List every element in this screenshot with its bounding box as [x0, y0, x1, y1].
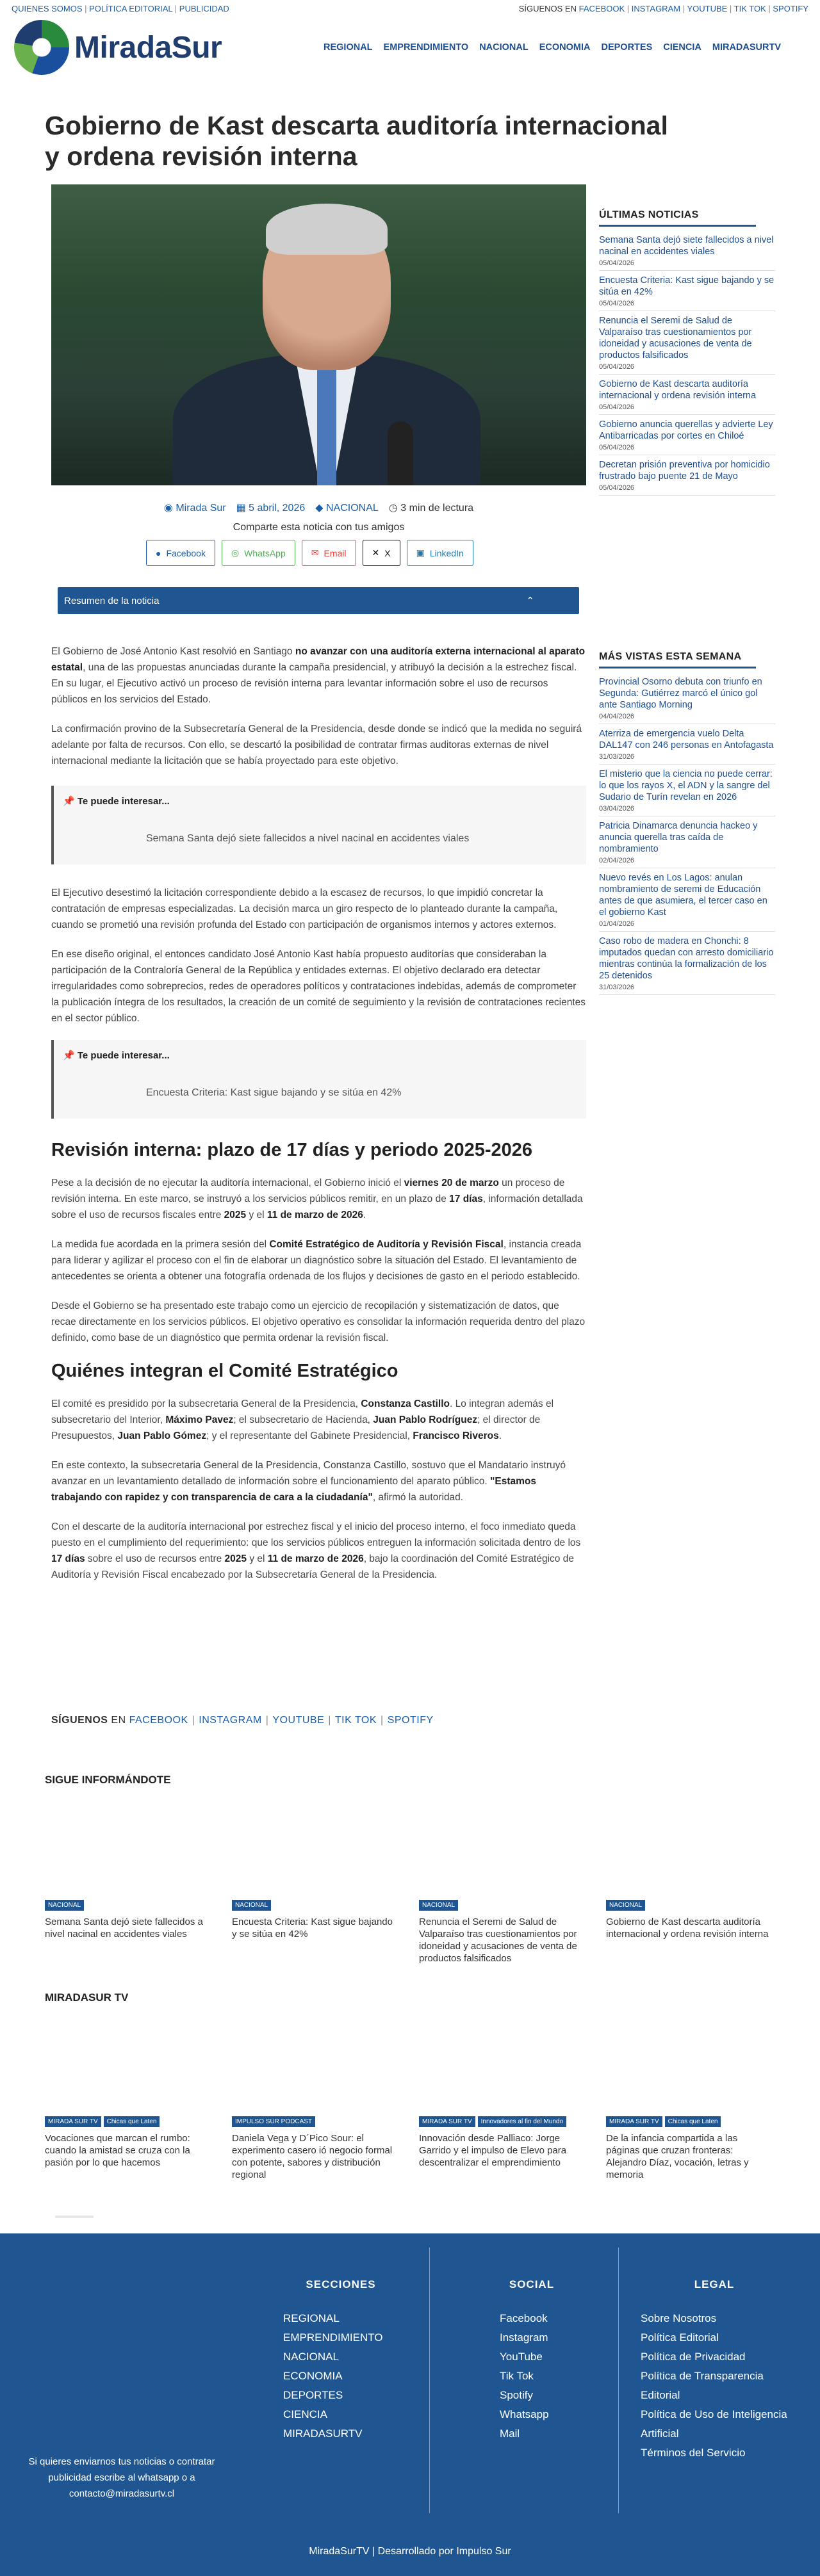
- carousel-dots[interactable]: [55, 2216, 94, 2218]
- card-title[interactable]: Encuesta Criteria: Kast sigue bajando y se sitúa en 42%: [232, 1916, 393, 1940]
- category[interactable]: ◆ NACIONAL: [315, 503, 379, 514]
- sidebar-news-item[interactable]: [599, 311, 775, 375]
- tag-icon: ◆: [315, 503, 324, 514]
- site-logo[interactable]: [14, 20, 315, 75]
- footer-social: SOCIAL Facebook Instagram YouTube Tik Tok Spotify Whatsapp Mail: [500, 2278, 564, 2443]
- logo-text: MiradaSur: [74, 30, 222, 65]
- news-date: 01/04/2026: [599, 920, 635, 928]
- paragraph: Con el descarte de la auditoría internacional por estrechez fiscal y el inicio del proceso interno, el foco inmediato queda puesto en el cumplimiento del requerimiento: que los servicios públicos entreguen la información solicitada dentro de los 17 días sobre el uso de recursos entre 2025 y el 11 de marzo de 2026, bajo la coordinación del Comité Estratégico de Auditoría y Revisión Fiscal encabezado por la Subsecretaría General de la Presidencia.: [51, 1521, 581, 1580]
- follow-spotify-link[interactable]: SPOTIFY: [387, 1715, 434, 1726]
- follow-facebook-link[interactable]: FACEBOOK: [129, 1715, 188, 1726]
- widget-title: MÁS VISTAS ESTA SEMANA: [599, 651, 742, 662]
- sidebar-news-item[interactable]: [599, 375, 775, 415]
- news-title[interactable]: Gobierno de Kast descarta auditoría internacional y ordena revisión interna: [599, 379, 757, 401]
- footer-contact: Si quieres enviarnos tus noticias o contratar publicidad escribe al whatsapp o a contacto@miradasurtv.cl: [28, 2456, 215, 2499]
- related-box: [51, 1040, 586, 1119]
- nav-deportes[interactable]: DEPORTES: [601, 42, 653, 53]
- logo-globe-icon: [14, 20, 69, 75]
- card-image[interactable]: [45, 1842, 208, 1899]
- nav-emprendimiento[interactable]: EMPRENDIMIENTO: [383, 42, 469, 53]
- date[interactable]: ▦ 5 abril, 2026: [236, 503, 306, 514]
- news-title[interactable]: Patricia Dinamarca denuncia hackeo y anuncia querella tras caída de nombramiento: [599, 821, 758, 854]
- footer-link[interactable]: Facebook: [500, 2312, 548, 2324]
- nav-miradasurtv[interactable]: MIRADASURTV: [712, 42, 782, 53]
- most-viewed-widget: [599, 651, 775, 995]
- tv-cards: [45, 2059, 769, 2181]
- advertising-link[interactable]: PUBLICIDAD: [179, 3, 229, 13]
- read-time: ◷ 3 min de lectura: [388, 503, 474, 514]
- footer-link[interactable]: Política Editorial: [641, 2331, 719, 2344]
- editorial-policy-link[interactable]: POLÍTICA EDITORIAL: [89, 3, 173, 13]
- top-links: QUIENES SOMOS | POLÍTICA EDITORIAL | PUBLICIDAD: [12, 3, 229, 13]
- latest-news-widget: [599, 209, 775, 496]
- news-title[interactable]: El misterio que la ciencia no puede cerrar: lo que los rayos X, el ADN y la sangre del Sudario de Turín revelan en 2026: [599, 769, 773, 802]
- keep-informed-cards: [45, 1842, 769, 1964]
- footer-link[interactable]: Tik Tok: [500, 2370, 534, 2382]
- site-footer: [0, 2233, 820, 2576]
- category-tag[interactable]: NACIONAL: [45, 1900, 84, 1911]
- calendar-icon: ▦: [236, 503, 246, 514]
- news-title[interactable]: Renuncia el Seremi de Salud de Valparaíso tras cuestionamientos por idoneidad y acusaciones de venta de productos falsificados: [599, 316, 752, 360]
- category-tag[interactable]: IMPULSO SUR PODCAST: [232, 2116, 315, 2127]
- share-whatsapp-button[interactable]: ◎ WhatsApp: [222, 540, 295, 566]
- top-youtube-link[interactable]: YOUTUBE: [687, 3, 728, 13]
- paragraph: En ese diseño original, el entonces candidato José Antonio Kast había propuesto auditorías que consideraban la participación de la Contraloría General de la República y entidades externas. El objetivo declarado era detectar irregularidades como sobreprecios, redes de operadores políticos y contrataciones indebidas, además de comprometer la publicación íntegra de los resultados, la creación de un comité de seguimiento y la revisión de contrataciones recientes en el sector público.: [51, 949, 586, 1024]
- footer-link[interactable]: DEPORTES: [283, 2389, 343, 2401]
- footer-link[interactable]: Mail: [500, 2427, 520, 2440]
- nav-ciencia[interactable]: CIENCIA: [663, 42, 701, 53]
- share-x-button[interactable]: ✕ X: [363, 540, 400, 566]
- related-box: [51, 786, 586, 864]
- paragraph: Pese a la decisión de no ejecutar la auditoría internacional, el Gobierno inició el viernes 20 de marzo un proceso de revisión interna. En este marco, se instruyó a los servicios públicos remitir, en un plazo de 17 días, información detallada sobre el uso de recursos fiscales entre 2025 y el 11 de marzo de 2026.: [51, 1178, 583, 1220]
- card-image[interactable]: [232, 2059, 395, 2115]
- pin-icon: 📌: [63, 796, 75, 807]
- footer-link[interactable]: EMPRENDIMIENTO: [283, 2331, 383, 2344]
- footer-link[interactable]: Whatsapp: [500, 2408, 549, 2420]
- footer-bottom: MiradaSurTV | Desarrollado por Impulso Sur: [309, 2546, 511, 2557]
- share-title: Comparte esta noticia con tus amigos: [233, 522, 405, 533]
- footer-link[interactable]: NACIONAL: [283, 2351, 339, 2363]
- user-circle-icon: ◉: [163, 503, 173, 514]
- news-date: 05/04/2026: [599, 300, 635, 307]
- footer-link[interactable]: ECONOMIA: [283, 2370, 343, 2382]
- article-body: [51, 644, 586, 1596]
- card-title[interactable]: Renuncia el Seremi de Salud de Valparaíso tras cuestionamientos por idoneidad y acusaciones de venta de productos falsificados: [419, 1916, 577, 1964]
- news-date: 03/04/2026: [599, 805, 635, 813]
- category-tag[interactable]: Innovadores al fin del Mundo: [478, 2116, 566, 2127]
- news-card[interactable]: [606, 1842, 769, 1964]
- top-facebook-link[interactable]: FACEBOOK: [578, 3, 625, 13]
- share-linkedin-button[interactable]: ▣ LinkedIn: [407, 540, 473, 566]
- sidebar-news-item[interactable]: [599, 415, 775, 455]
- news-card[interactable]: [232, 2059, 395, 2181]
- card-title[interactable]: De la infancia compartida a las páginas que cruzan fronteras: Alejandro Díaz, vocación, letras y memoria: [606, 2133, 749, 2180]
- about-link[interactable]: QUIENES SOMOS: [12, 3, 83, 13]
- paragraph: El comité es presidido por la subsecretaria General de la Presidencia, Constanza Castillo. Lo integran además el subsecretario del Interior, Máximo Pavez; el subsecretario de Hacienda, Juan Pablo Rodríguez; el director de Presupuestos, Juan Pablo Gómez; y el representante del Gabinete Presidencial, Francisco Riveros.: [51, 1398, 554, 1441]
- news-card[interactable]: [232, 1842, 395, 1964]
- footer-link[interactable]: Política de Transparencia Editorial: [641, 2370, 764, 2401]
- follow-us-bar: SÍGUENOS EN FACEBOOK | INSTAGRAM | YOUTUBE | TIK TOK | SPOTIFY: [51, 1715, 434, 1726]
- news-card[interactable]: [419, 1842, 582, 1964]
- news-title[interactable]: Encuesta Criteria: Kast sigue bajando y se sitúa en 42%: [599, 275, 775, 297]
- footer-link[interactable]: Sobre Nosotros: [641, 2312, 717, 2324]
- summary-toggle[interactable]: [58, 587, 579, 614]
- footer-legal: LEGAL Sobre Nosotros Política Editorial Política de Privacidad Política de Transparencia Editorial Política de Uso de Inteligencia Artificial Términos del Servicio: [641, 2278, 788, 2463]
- share-buttons: [146, 540, 473, 566]
- card-title[interactable]: Semana Santa dejó siete fallecidos a nivel nacinal en accidentes viales: [45, 1916, 203, 1940]
- category-tag[interactable]: MIRADA SUR TV: [45, 2116, 101, 2127]
- footer-link[interactable]: CIENCIA: [283, 2408, 327, 2420]
- category-tag[interactable]: NACIONAL: [232, 1900, 271, 1911]
- paragraph: En este contexto, la subsecretaria General de la Presidencia, Constanza Castillo, sostuvo que el Mandatario instruyó avanzar en un levantamiento detallado de información sobre el funcionamiento del aparato público. "Estamos trabajando con rapidez y con transparencia de cara a la ciudadanía", afirmó la autoridad.: [51, 1460, 566, 1503]
- facebook-icon: ●: [156, 547, 161, 558]
- card-title[interactable]: Daniela Vega y D´Pico Sour: el experimento casero ió negocio formal con potente, sabores y distribución regional: [232, 2133, 393, 2180]
- footer-link[interactable]: MIRADASURTV: [283, 2427, 363, 2440]
- top-instagram-link[interactable]: INSTAGRAM: [631, 3, 681, 13]
- top-spotify-link[interactable]: SPOTIFY: [773, 3, 808, 13]
- related-link[interactable]: Encuesta Criteria: Kast sigue bajando y se sitúa en 42%: [146, 1087, 402, 1098]
- follow-label: SÍGUENOS EN: [518, 3, 577, 13]
- section-heading: Revisión interna: plazo de 17 días y periodo 2025-2026: [51, 1140, 533, 1160]
- category-tag[interactable]: Chicas que Laten: [665, 2116, 721, 2127]
- news-card[interactable]: [45, 1842, 208, 1964]
- news-date: 05/04/2026: [599, 403, 635, 411]
- card-image[interactable]: [606, 1842, 769, 1899]
- pin-icon: 📌: [63, 1050, 75, 1061]
- follow-instagram-link[interactable]: INSTAGRAM: [199, 1715, 262, 1726]
- news-date: 05/04/2026: [599, 484, 635, 492]
- news-card[interactable]: [419, 2059, 582, 2181]
- news-title[interactable]: Semana Santa dejó siete fallecidos a nivel nacinal en accidentes viales: [599, 235, 774, 257]
- summary-label: Resumen de la noticia: [64, 595, 160, 606]
- follow-youtube-link[interactable]: YOUTUBE: [272, 1715, 325, 1726]
- site-header: [0, 17, 820, 78]
- sidebar-news-item[interactable]: [599, 816, 775, 868]
- follow-tiktok-link[interactable]: TIK TOK: [334, 1715, 377, 1726]
- category-tag[interactable]: MIRADA SUR TV: [419, 2116, 475, 2127]
- news-title[interactable]: Gobierno anuncia querellas y advierte Ley Antibarricadas por cortes en Chiloé: [599, 419, 773, 441]
- tv-section-title: MIRADASUR TV: [45, 1991, 129, 2004]
- news-date: 05/04/2026: [599, 444, 635, 451]
- news-title[interactable]: Caso robo de madera en Chonchi: 8 imputados quedan con arresto domiciliario mientras continúa la formalización de los 25 detenidos: [599, 936, 774, 981]
- article-hero-image: [51, 184, 586, 485]
- share-facebook-button[interactable]: ● Facebook: [146, 540, 215, 566]
- share-email-button[interactable]: ✉ Email: [302, 540, 356, 566]
- footer-link[interactable]: YouTube: [500, 2351, 543, 2363]
- related-link[interactable]: Semana Santa dejó siete fallecidos a nivel nacinal en accidentes viales: [146, 833, 470, 844]
- card-image[interactable]: [419, 2059, 582, 2115]
- section-heading: Quiénes integran el Comité Estratégico: [51, 1361, 398, 1381]
- sidebar-news-item[interactable]: [599, 724, 775, 765]
- news-date: 05/04/2026: [599, 259, 635, 267]
- sidebar-news-item[interactable]: [599, 868, 775, 932]
- card-image[interactable]: [45, 2059, 208, 2115]
- nav-economia[interactable]: ECONOMIA: [539, 42, 591, 53]
- news-date: 31/03/2026: [599, 984, 635, 991]
- keep-informed-title: SIGUE INFORMÁNDOTE: [45, 1774, 171, 1786]
- news-date: 31/03/2026: [599, 753, 635, 761]
- card-image[interactable]: [232, 1842, 395, 1899]
- related-heading: 📌 Te puede interesar...: [63, 796, 170, 807]
- news-title[interactable]: Aterriza de emergencia vuelo Delta DAL147 con 246 personas en Antofagasta: [599, 729, 774, 750]
- linkedin-icon: ▣: [416, 547, 425, 558]
- footer-link[interactable]: Spotify: [500, 2389, 533, 2401]
- top-bar: [0, 0, 820, 17]
- footer-link[interactable]: Instagram: [500, 2331, 548, 2344]
- paragraph: La medida fue acordada en la primera sesión del Comité Estratégico de Auditoría y Revisión Fiscal, instancia creada para liderar y agilizar el proceso con el fin de elaborar un diagnóstico sobre la situación del Estado. El levantamiento de antecedentes se orienta a obtener una fotografía ordenada de los flujos y decisiones de gasto en el periodo establecido.: [51, 1239, 582, 1282]
- category-tag[interactable]: NACIONAL: [419, 1900, 458, 1911]
- card-image[interactable]: [606, 2059, 769, 2115]
- category-tag[interactable]: NACIONAL: [606, 1900, 645, 1911]
- related-heading: 📌 Te puede interesar...: [63, 1050, 170, 1061]
- paragraph: El Ejecutivo desestimó la licitación correspondiente debido a la escasez de recursos, lo que impidió concretar la contratación de empresas especializadas. La decisión marca un giro respecto de lo planteado durante la campaña, cuando se prometió una revisión profunda del Estado con participación de organismos internos y actores externos.: [51, 887, 558, 930]
- news-title[interactable]: Provincial Osorno debuta con triunfo en Segunda: Gutiérrez marcó el único gol ante Santiago Morning: [599, 677, 762, 710]
- sidebar-news-item[interactable]: [599, 765, 775, 816]
- widget-title: ÚLTIMAS NOTICIAS: [599, 209, 699, 220]
- card-image[interactable]: [419, 1842, 582, 1899]
- category-tag[interactable]: MIRADA SUR TV: [606, 2116, 662, 2127]
- paragraph: El Gobierno de José Antonio Kast resolvió en Santiago no avanzar con una auditoría externa internacional al aparato estatal, una de las propuestas anunciadas durante la campaña presidencial, y atribuyó la decisión a la estrechez fiscal. En su lugar, el Ejecutivo activó un proceso de revisión interna para levantar información sobre el uso de recursos públicos en los servicios del Estado.: [51, 646, 586, 705]
- author[interactable]: ◉ Mirada Sur: [163, 503, 226, 514]
- main-nav: [324, 42, 781, 53]
- paragraph: La confirmación provino de la Subsecretaría General de la Presidencia, desde donde se indicó que la medida no seguirá adelante por falta de recursos. Con ello, se descartó la posibilidad de contratar firmas auditoras externas de nivel internacional mediante la licitación que se había proyectado para este objetivo.: [51, 724, 582, 766]
- card-title[interactable]: Gobierno de Kast descarta auditoría internacional y ordena revisión interna: [606, 1916, 769, 1940]
- nav-regional[interactable]: REGIONAL: [324, 42, 373, 53]
- news-card[interactable]: [606, 2059, 769, 2181]
- nav-nacional[interactable]: NACIONAL: [479, 42, 529, 53]
- x-icon: ✕: [372, 547, 380, 558]
- news-title[interactable]: Decretan prisión preventiva por homicidio frustrado bajo puente 21 de Mayo: [599, 460, 770, 482]
- footer-link[interactable]: REGIONAL: [283, 2312, 340, 2324]
- news-date: 04/04/2026: [599, 713, 635, 720]
- paragraph: Desde el Gobierno se ha presentado este trabajo como un ejercicio de recopilación y sistematización de datos, que recae directamente en los servicios públicos. El objetivo operativo es consolidar la información requerida dentro del plazo definido, como base de un diagnóstico que permita ordenar la revisión fiscal.: [51, 1300, 586, 1343]
- footer-sections: SECCIONES REGIONAL EMPRENDIMIENTO NACIONAL ECONOMIA DEPORTES CIENCIA MIRADASURTV: [283, 2278, 398, 2443]
- sidebar-news-item[interactable]: [599, 932, 775, 995]
- sidebar-news-item[interactable]: [599, 672, 775, 724]
- top-tiktok-link[interactable]: TIK TOK: [734, 3, 766, 13]
- news-date: 05/04/2026: [599, 363, 635, 371]
- top-social: SÍGUENOS EN FACEBOOK | INSTAGRAM | YOUTUBE | TIK TOK | SPOTIFY: [518, 3, 808, 13]
- footer-link[interactable]: Política de Uso de Inteligencia Artificial: [641, 2408, 787, 2440]
- sidebar-news-item[interactable]: [599, 271, 775, 311]
- envelope-icon: ✉: [311, 547, 319, 558]
- news-card[interactable]: [45, 2059, 208, 2181]
- category-tag[interactable]: Chicas que Laten: [104, 2116, 160, 2127]
- whatsapp-icon: ◎: [231, 547, 240, 558]
- footer-link[interactable]: Términos del Servicio: [641, 2447, 746, 2459]
- card-title[interactable]: Vocaciones que marcan el rumbo: cuando la amistad se cruza con la pasión por lo que hacemos: [45, 2133, 190, 2168]
- chevron-up-icon: ⌃: [526, 595, 534, 606]
- article-meta: [51, 501, 586, 514]
- news-title[interactable]: Nuevo revés en Los Lagos: anulan nombramiento de seremi de Educación antes de que asumiera, el tercer caso en el gobierno Kast: [599, 873, 767, 918]
- sidebar-news-item[interactable]: [599, 231, 775, 271]
- clock-icon: ◷: [388, 503, 398, 514]
- sidebar-news-item[interactable]: [599, 455, 775, 496]
- footer-link[interactable]: Política de Privacidad: [641, 2351, 746, 2363]
- article-title: Gobierno de Kast descarta auditoría internacional y ordena revisión interna: [45, 111, 668, 171]
- news-date: 02/04/2026: [599, 857, 635, 864]
- card-title[interactable]: Innovación desde Palliaco: Jorge Garrido y el impulso de Elevo para descentralizar el emprendimiento: [419, 2133, 567, 2168]
